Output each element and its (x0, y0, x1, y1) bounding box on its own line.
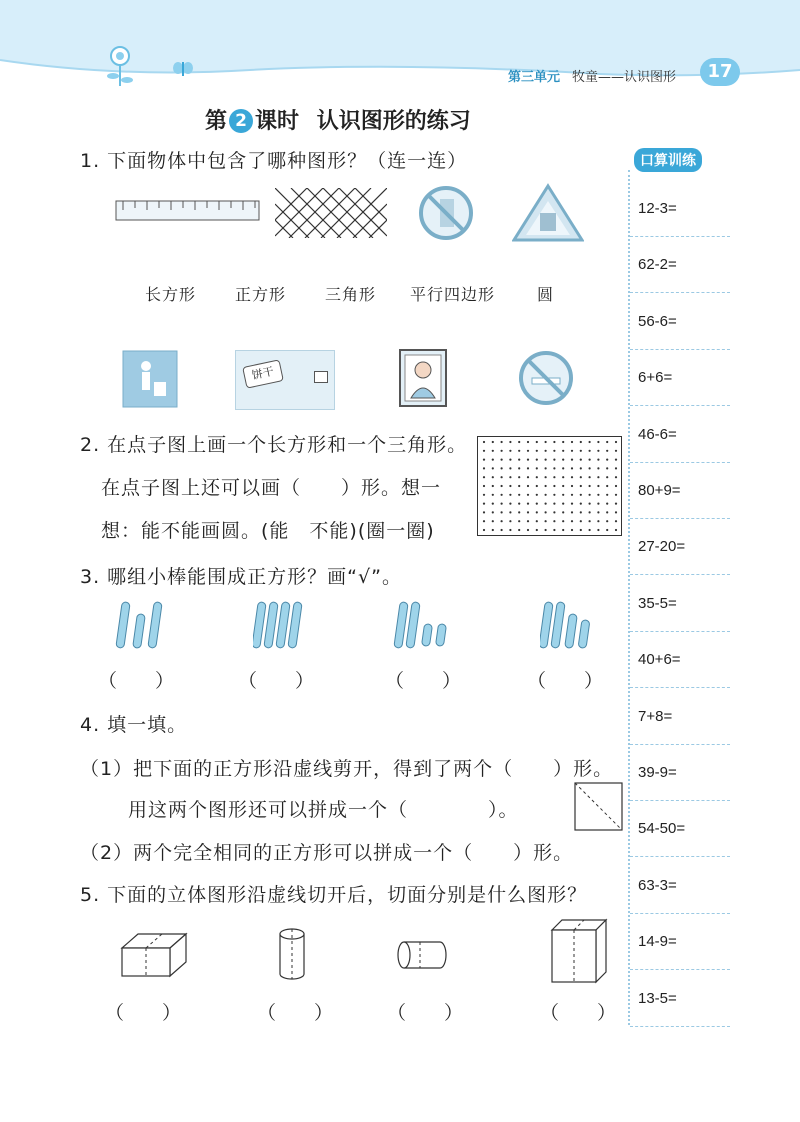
grid-dot (527, 467, 529, 469)
question-5: 5. 下面的立体图形沿虚线切开后，切面分别是什么图形？ (80, 884, 588, 906)
tall-cuboid-icon (550, 918, 608, 984)
grid-dot (501, 494, 503, 496)
stick-group-2 (253, 600, 308, 652)
grid-dot (553, 520, 555, 522)
grid-dot (545, 529, 547, 531)
grid-dot (509, 485, 511, 487)
grid-dot (483, 511, 485, 513)
grid-dot (606, 529, 608, 531)
sidebar-exercise: 63-3= (638, 876, 677, 894)
grid-dot (518, 441, 520, 443)
grid-dot (589, 511, 591, 513)
grid-dot (606, 503, 608, 505)
grid-dot (483, 503, 485, 505)
grid-dot (589, 503, 591, 505)
sidebar-exercise: 27-20= (638, 538, 686, 556)
grid-dot (553, 503, 555, 505)
warning-triangle-sign-icon (512, 183, 584, 243)
sidebar-exercise: 14-9= (638, 933, 677, 951)
lesson-suffix: 课时 (255, 109, 300, 134)
grid-dot (527, 441, 529, 443)
grid-dot (553, 511, 555, 513)
grid-dot (483, 485, 485, 487)
stick-group-1 (115, 600, 170, 652)
grid-dot (527, 476, 529, 478)
cylinder-upright-icon (278, 926, 306, 982)
lesson-number-badge: 2 (229, 109, 253, 133)
grid-dot (562, 511, 564, 513)
sidebar-answer-line[interactable] (630, 349, 730, 350)
grid-dot (536, 529, 538, 531)
sidebar-answer-line[interactable] (630, 518, 730, 519)
grid-dot (545, 494, 547, 496)
question-4-part-1b: 用这两个图形还可以拼成一个（ ）。 (128, 799, 519, 821)
grid-dot (509, 494, 511, 496)
grid-dot (580, 450, 582, 452)
grid-dot (545, 476, 547, 478)
grid-dot (483, 450, 485, 452)
grid-dot (571, 476, 573, 478)
sidebar-exercise: 35-5= (638, 594, 677, 612)
grid-dot (518, 503, 520, 505)
question-4-title: 4. 填一填。 (80, 714, 188, 736)
question-2-line-3: 想：能不能画圆。(能 不能)(圈一圈) (101, 520, 435, 542)
grid-dot (562, 476, 564, 478)
square-dashed-diagonal (574, 782, 624, 832)
grid-dot (580, 511, 582, 513)
grid-dot (615, 476, 617, 478)
grid-dot (615, 494, 617, 496)
grid-dot (606, 467, 608, 469)
grid-dot (580, 459, 582, 461)
grid-dot (536, 476, 538, 478)
sidebar-answer-line[interactable] (630, 631, 730, 632)
sidebar-answer-line[interactable] (630, 913, 730, 914)
grid-dot (589, 467, 591, 469)
q3-answer-3[interactable]: （ ） (385, 670, 462, 692)
cylinder-lying-icon (396, 938, 448, 972)
grid-dot (615, 441, 617, 443)
sidebar-exercise: 12-3= (638, 200, 677, 217)
grid-dot (615, 467, 617, 469)
grid-dot (597, 467, 599, 469)
grid-dot (483, 459, 485, 461)
sidebar-answer-line[interactable] (630, 236, 730, 237)
grid-dot (545, 441, 547, 443)
grid-dot (571, 494, 573, 496)
grid-dot (518, 467, 520, 469)
grid-dot (536, 467, 538, 469)
no-smoking-sign-icon (518, 350, 574, 406)
stick-group-4 (540, 600, 595, 652)
grid-dot (518, 459, 520, 461)
sidebar-divider (628, 170, 630, 1025)
grid-dot (518, 511, 520, 513)
grid-dot (483, 476, 485, 478)
grid-dot (597, 450, 599, 452)
sidebar-answer-line[interactable] (630, 687, 730, 688)
sidebar-exercise: 54-50= (638, 820, 686, 838)
grid-dot (606, 494, 608, 496)
grid-dot (509, 503, 511, 505)
grid-dot (606, 511, 608, 513)
grid-dot (536, 450, 538, 452)
grid-dot (597, 529, 599, 531)
shape-label-parallelogram: 平行四边形 (410, 285, 496, 304)
q3-answer-4[interactable]: （ ） (527, 670, 604, 692)
question-3: 3. 哪组小棒能围成正方形？画“√”。 (80, 566, 402, 588)
grid-dot (536, 459, 538, 461)
grid-dot (553, 476, 555, 478)
grid-dot (553, 529, 555, 531)
shape-label-square: 正方形 (235, 285, 287, 304)
grid-dot (615, 503, 617, 505)
sidebar-exercise: 39-9= (638, 764, 677, 781)
grid-dot (589, 494, 591, 496)
grid-dot (492, 503, 494, 505)
question-2-line-1: 2. 在点子图上画一个长方形和一个三角形。 (80, 434, 468, 456)
grid-dot (536, 441, 538, 443)
unit-title: 牧童——认识图形 (572, 70, 677, 85)
shape-label-triangle: 三角形 (325, 285, 377, 304)
grid-dot (527, 520, 529, 522)
grid-dot (492, 494, 494, 496)
sidebar-answer-line[interactable] (630, 574, 730, 575)
sidebar-exercise: 40+6= (638, 651, 681, 669)
page-number-badge: 17 (700, 58, 740, 86)
grid-dot (492, 520, 494, 522)
grid-dot (492, 467, 494, 469)
grid-dot (580, 529, 582, 531)
grid-dot (545, 511, 547, 513)
q5-answer-3[interactable]: （ ） (387, 1002, 464, 1024)
sidebar-answer-line[interactable] (630, 462, 730, 463)
grid-dot (615, 520, 617, 522)
grid-dot (571, 441, 573, 443)
grid-dot (553, 467, 555, 469)
grid-dot (501, 476, 503, 478)
grid-dot (615, 459, 617, 461)
grid-dot (545, 503, 547, 505)
grid-dot (597, 520, 599, 522)
grid-dot (545, 450, 547, 452)
question-4-part-2: （2）两个完全相同的正方形可以拼成一个（ ）形。 (80, 842, 574, 864)
dot-grid[interactable] (477, 436, 622, 536)
grid-dot (580, 520, 582, 522)
grid-dot (606, 485, 608, 487)
lesson-name: 认识图形的练习 (316, 109, 471, 134)
grid-dot (509, 467, 511, 469)
no-climbing-sign-icon (418, 185, 474, 241)
grid-dot (501, 520, 503, 522)
grid-dot (483, 520, 485, 522)
grid-dot (536, 494, 538, 496)
grid-dot (553, 441, 555, 443)
grid-dot (501, 529, 503, 531)
grid-dot (597, 459, 599, 461)
grid-dot (483, 529, 485, 531)
lesson-title (205, 104, 471, 135)
grid-dot (589, 441, 591, 443)
q3-answer-2[interactable]: （ ） (238, 670, 315, 692)
grid-dot (509, 459, 511, 461)
cuboid-icon (120, 930, 188, 980)
sidebar-exercise: 13-5= (638, 989, 677, 1007)
sidebar-answer-line[interactable] (630, 856, 730, 857)
sidebar-answer-line[interactable] (630, 405, 730, 406)
cookie-package-icon (235, 350, 335, 410)
grid-dot (509, 520, 511, 522)
sidebar-exercise: 62-2= (638, 256, 677, 274)
grid-dot (597, 511, 599, 513)
butterfly-icon (172, 60, 194, 78)
cookie-label: 饼干 (242, 359, 284, 388)
lattice-fence-icon (275, 188, 387, 238)
grid-dot (545, 485, 547, 487)
grid-dot (492, 529, 494, 531)
sidebar-exercise: 56-6= (638, 312, 677, 330)
grid-dot (527, 511, 529, 513)
shape-label-rectangle: 长方形 (145, 285, 197, 304)
grid-dot (492, 476, 494, 478)
stick-group-3 (393, 600, 453, 652)
grid-dot (518, 494, 520, 496)
grid-dot (536, 520, 538, 522)
sunflower-icon (95, 38, 145, 88)
grid-dot (501, 450, 503, 452)
grid-dot (483, 494, 485, 496)
grid-dot (483, 467, 485, 469)
grid-dot (606, 520, 608, 522)
grid-dot (562, 485, 564, 487)
grid-dot (597, 485, 599, 487)
grid-dot (527, 494, 529, 496)
grid-dot (527, 485, 529, 487)
grid-dot (527, 529, 529, 531)
grid-dot (571, 485, 573, 487)
grid-dot (606, 450, 608, 452)
grid-dot (518, 485, 520, 487)
picture-frame-icon (398, 348, 448, 408)
grid-dot (492, 441, 494, 443)
sidebar-answer-line[interactable] (630, 292, 730, 293)
grid-dot (492, 485, 494, 487)
unit-label: 第三单元 (508, 70, 561, 85)
grid-dot (527, 459, 529, 461)
question-1: 1. 下面物体中包含了哪种图形？（连一连） (80, 150, 468, 172)
grid-dot (501, 467, 503, 469)
grid-dot (606, 459, 608, 461)
grid-dot (615, 511, 617, 513)
grid-dot (615, 450, 617, 452)
grid-dot (492, 511, 494, 513)
grid-dot (509, 450, 511, 452)
grid-dot (527, 503, 529, 505)
question-4-part-1a: （1）把下面的正方形沿虚线剪开，得到了两个（ ）形。 (80, 758, 614, 780)
grid-dot (571, 467, 573, 469)
sidebar-exercise: 6+6= (638, 369, 673, 387)
grid-dot (518, 476, 520, 478)
sidebar-answer-line[interactable] (630, 744, 730, 745)
grid-dot (589, 476, 591, 478)
sidebar-answer-line[interactable] (630, 800, 730, 801)
grid-dot (527, 450, 529, 452)
grid-dot (509, 511, 511, 513)
grid-dot (545, 459, 547, 461)
grid-dot (509, 441, 511, 443)
grid-dot (580, 503, 582, 505)
grid-dot (501, 511, 503, 513)
grid-dot (615, 529, 617, 531)
grid-dot (562, 459, 564, 461)
grid-dot (589, 520, 591, 522)
grid-dot (553, 485, 555, 487)
grid-dot (545, 467, 547, 469)
grid-dot (580, 441, 582, 443)
grid-dot (536, 511, 538, 513)
grid-dot (615, 485, 617, 487)
grid-dot (597, 494, 599, 496)
grid-dot (580, 494, 582, 496)
sidebar-exercise: 7+8= (638, 707, 673, 725)
grid-dot (589, 529, 591, 531)
grid-dot (562, 503, 564, 505)
grid-dot (571, 459, 573, 461)
trash-sign-icon (122, 350, 178, 408)
grid-dot (501, 459, 503, 461)
shape-label-circle: 圆 (537, 285, 555, 304)
grid-dot (597, 441, 599, 443)
sidebar-answer-line[interactable] (630, 1026, 730, 1027)
grid-dot (580, 476, 582, 478)
grid-dot (492, 450, 494, 452)
q5-answer-2[interactable]: （ ） (257, 1002, 334, 1024)
grid-dot (589, 485, 591, 487)
grid-dot (501, 503, 503, 505)
grid-dot (536, 485, 538, 487)
grid-dot (597, 476, 599, 478)
grid-dot (509, 476, 511, 478)
sidebar-answer-line[interactable] (630, 969, 730, 970)
q3-answer-1[interactable]: （ ） (98, 670, 175, 692)
grid-dot (562, 520, 564, 522)
grid-dot (562, 450, 564, 452)
grid-dot (492, 459, 494, 461)
grid-dot (606, 441, 608, 443)
grid-dot (562, 441, 564, 443)
grid-dot (606, 476, 608, 478)
grid-dot (536, 503, 538, 505)
grid-dot (589, 459, 591, 461)
grid-dot (553, 459, 555, 461)
grid-dot (580, 467, 582, 469)
grid-dot (571, 529, 573, 531)
grid-dot (501, 441, 503, 443)
sidebar-exercise: 46-6= (638, 425, 677, 443)
q5-answer-4[interactable]: （ ） (540, 1002, 617, 1024)
lesson-prefix: 第 (205, 109, 228, 134)
sidebar-title: 口算训练 (634, 148, 702, 172)
grid-dot (571, 450, 573, 452)
q5-answer-1[interactable]: （ ） (105, 1002, 182, 1024)
question-2-line-2: 在点子图上还可以画（ ）形。想一 (101, 477, 442, 499)
grid-dot (483, 441, 485, 443)
grid-dot (518, 529, 520, 531)
grid-dot (545, 520, 547, 522)
grid-dot (562, 529, 564, 531)
grid-dot (571, 511, 573, 513)
grid-dot (553, 450, 555, 452)
grid-dot (518, 450, 520, 452)
grid-dot (562, 467, 564, 469)
grid-dot (553, 494, 555, 496)
grid-dot (580, 485, 582, 487)
ruler-icon (115, 200, 261, 222)
grid-dot (509, 529, 511, 531)
grid-dot (571, 520, 573, 522)
grid-dot (597, 503, 599, 505)
grid-dot (571, 503, 573, 505)
grid-dot (589, 450, 591, 452)
grid-dot (518, 520, 520, 522)
grid-dot (562, 494, 564, 496)
sidebar-exercise: 80+9= (638, 482, 681, 499)
grid-dot (501, 485, 503, 487)
